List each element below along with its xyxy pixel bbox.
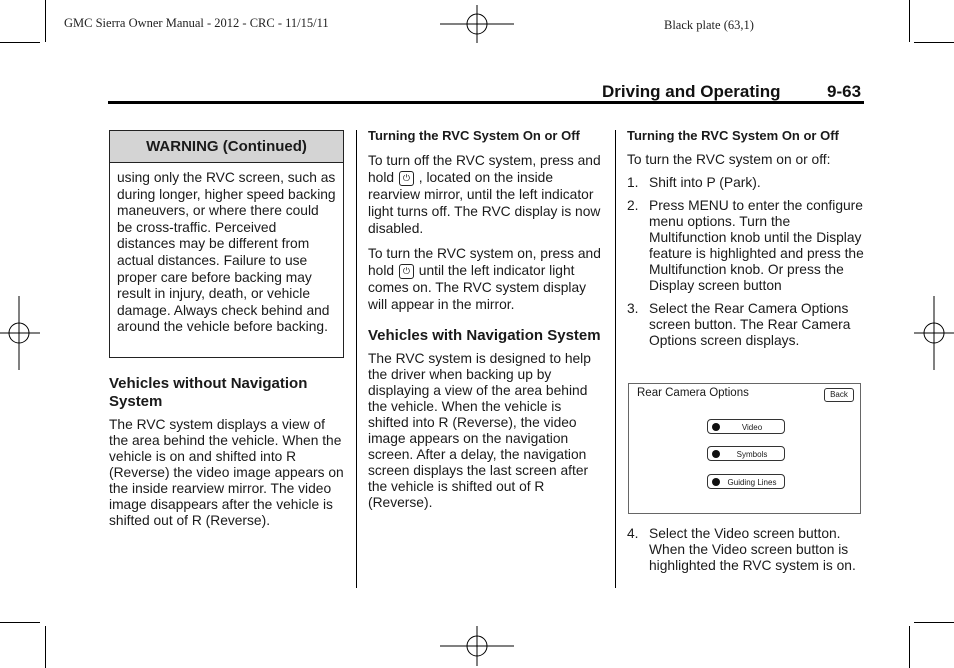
paragraph: The RVC system is designed to help the driver when backing up by displaying a view of the area behind the vehicle. When the vehicle is shifted into R (Reverse), the video image appears on the navigation screen. After a delay, the navigation screen displays the last screen after the vehicle is shifted out of R (Reverse). <box>368 351 591 510</box>
power-button-icon: ⏻ <box>399 171 414 186</box>
document-meta: GMC Sierra Owner Manual - 2012 - CRC - 11/15/11 <box>64 16 329 30</box>
header-rule <box>108 101 864 104</box>
column-1 <box>109 361 344 537</box>
registration-mark-icon <box>0 296 40 370</box>
crop-mark <box>909 0 910 42</box>
paragraph: The RVC system displays a view of the area behind the vehicle. When the vehicle is on and shifted into R (Reverse) the video image appears on the inside rearview mirror. The video image disappears after the vehicle is shifted out of R (Reverse). <box>109 417 344 528</box>
section-title: Driving and Operating <box>602 82 781 101</box>
registration-mark-icon <box>440 626 514 666</box>
list-item: 4. Select the Video screen button. When the Video screen button is highlighted the RVC system is on. <box>627 526 856 573</box>
heading-vehicles-with-navigation: Vehicles with Navigation System <box>368 327 601 344</box>
paragraph-turn-off: To turn off the RVC system, press and hold ⏻ , located on the inside rearview mirror, until the left indicator light turns off. The RVC display is now disabled. <box>368 153 601 236</box>
back-button[interactable]: Back <box>824 388 854 402</box>
column-2 <box>368 128 604 519</box>
rear-camera-options-screen <box>628 383 861 514</box>
column-3-continued <box>627 526 865 581</box>
heading-turning-rvc-on-off: Turning the RVC System On or Off <box>627 128 839 143</box>
page-number: 9-63 <box>827 82 862 101</box>
crop-mark <box>914 42 954 43</box>
screen-title: Rear Camera Options <box>637 387 749 399</box>
symbols-button[interactable]: Symbols <box>707 446 785 461</box>
registration-mark-icon <box>440 5 514 43</box>
registration-mark-icon <box>914 296 954 370</box>
crop-mark <box>909 626 910 668</box>
warning-text: using only the RVC screen, such as during longer, higher speed backing maneuvers, or where there could be cross-traffic. Perceived distances may be different from actual distances. Failure to use proper care before backing may result in injury, death, or vehicle damage. Always check behind and around the vehicle before backing. <box>117 170 336 335</box>
list-item: 2. Press MENU to enter the configure menu options. Turn the Multifunction knob until the Display feature is highlighted and press the Multifunction knob. Or press the Display screen button <box>627 198 864 293</box>
plate-info: Black plate (63,1) <box>664 18 754 32</box>
column-divider <box>356 130 357 588</box>
steps-intro: To turn the RVC system on or off: <box>627 152 831 167</box>
steps-list <box>627 175 865 349</box>
radio-dot-icon <box>712 423 720 431</box>
warning-box <box>109 130 344 358</box>
warning-title: WARNING (Continued) <box>110 131 343 163</box>
radio-dot-icon <box>712 478 720 486</box>
crop-mark <box>45 0 46 42</box>
heading-vehicles-without-navigation: Vehicles without Navigation System <box>109 375 308 410</box>
column-divider <box>615 130 616 588</box>
power-button-icon: ⏻ <box>399 264 414 279</box>
crop-mark <box>0 42 40 43</box>
paragraph-turn-on: To turn the RVC system on, press and hold ⏻ until the left indicator light comes on. The RVC system display will appear in the mirror. <box>368 246 601 312</box>
list-item: 3. Select the Rear Camera Options screen button. The Rear Camera Options screen displays. <box>627 301 851 348</box>
crop-mark <box>0 622 40 623</box>
crop-mark <box>45 626 46 668</box>
column-3 <box>627 128 865 356</box>
heading-turning-rvc-on-off: Turning the RVC System On or Off <box>368 128 580 143</box>
steps-list <box>627 526 865 574</box>
radio-dot-icon <box>712 450 720 458</box>
video-button[interactable]: Video <box>707 419 785 434</box>
list-item: 1. Shift into P (Park). <box>627 175 761 190</box>
guiding-lines-button[interactable]: Guiding Lines <box>707 474 785 489</box>
crop-mark <box>914 622 954 623</box>
